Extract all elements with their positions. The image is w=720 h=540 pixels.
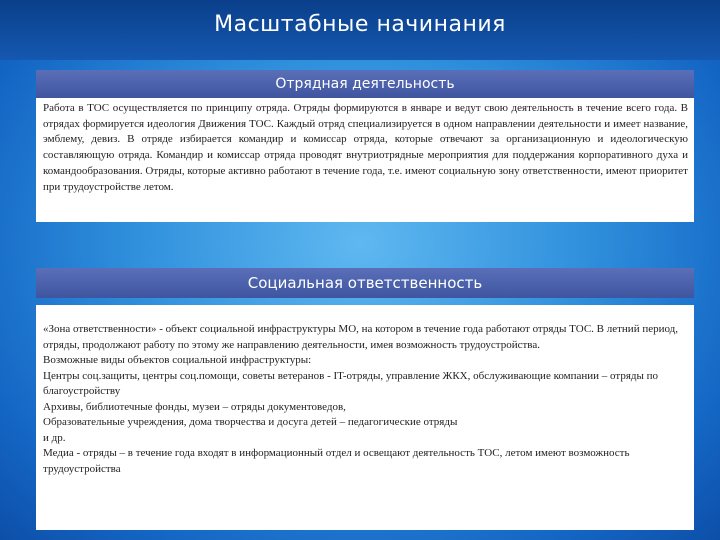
section-header-social-responsibility: Социальная ответственность: [36, 268, 694, 298]
paragraph-object-types-intro: Возможные виды объектов социальной инфраструктуры:: [43, 354, 312, 366]
social-responsibility-text-box: [36, 305, 694, 530]
paragraph-zone-definition: «Зона ответственности» - объект социальной инфраструктуры МО, на котором в течение года работают отряды ТОС. В летний период, отряды, продолжают работу по этому же направлению деятельности, имея возможность трудоустройства.: [43, 323, 679, 351]
squad-activity-text: Работа в ТОС осуществляется по принципу отряда. Отряды формируются в январе и ведут свою деятельность в течение всего года. В отрядах формируется идеология Движения ТОС. Каждый отряд специализируется в одном направлении деятельности и имеет название, эмблему, девиз. В отряде избирается командир и комиссар отряда, которые отвечают за организационную и идеологическую составляющую отряда. Командир и комиссар отряда проводят внутриотрядные мероприятия для поддержания корпоративного духа и командообразования. Отряды, которые активно работают в течение года, т.е. имеют социальную зону ответственности, имеют приоритет при трудоустройстве летом.: [43, 102, 688, 193]
section-header-squad-activity: Отрядная деятельность: [36, 70, 694, 98]
paragraph-media: Медиа - отряды – в течение года входят в информационный отдел и освещают деятельность ТОС, летом имеют возможность трудоустройства: [43, 447, 630, 475]
slide-title: Масштабные начинания: [214, 12, 506, 37]
paragraph-social-centers: Центры соц.защиты, центры соц.помощи, советы ветеранов - IT-отряды, управление ЖКХ, обслуживающие компании – отряды по благоустройству: [43, 369, 659, 397]
paragraph-etc: и др.: [43, 431, 66, 444]
paragraph-education: Образовательные учреждения, дома творчества и досуга детей – педагогические отряды: [43, 416, 458, 428]
paragraph-archives: Архивы, библиотечные фонды, музеи – отряды документоведов,: [43, 400, 346, 413]
squad-activity-text-box: [36, 98, 694, 222]
